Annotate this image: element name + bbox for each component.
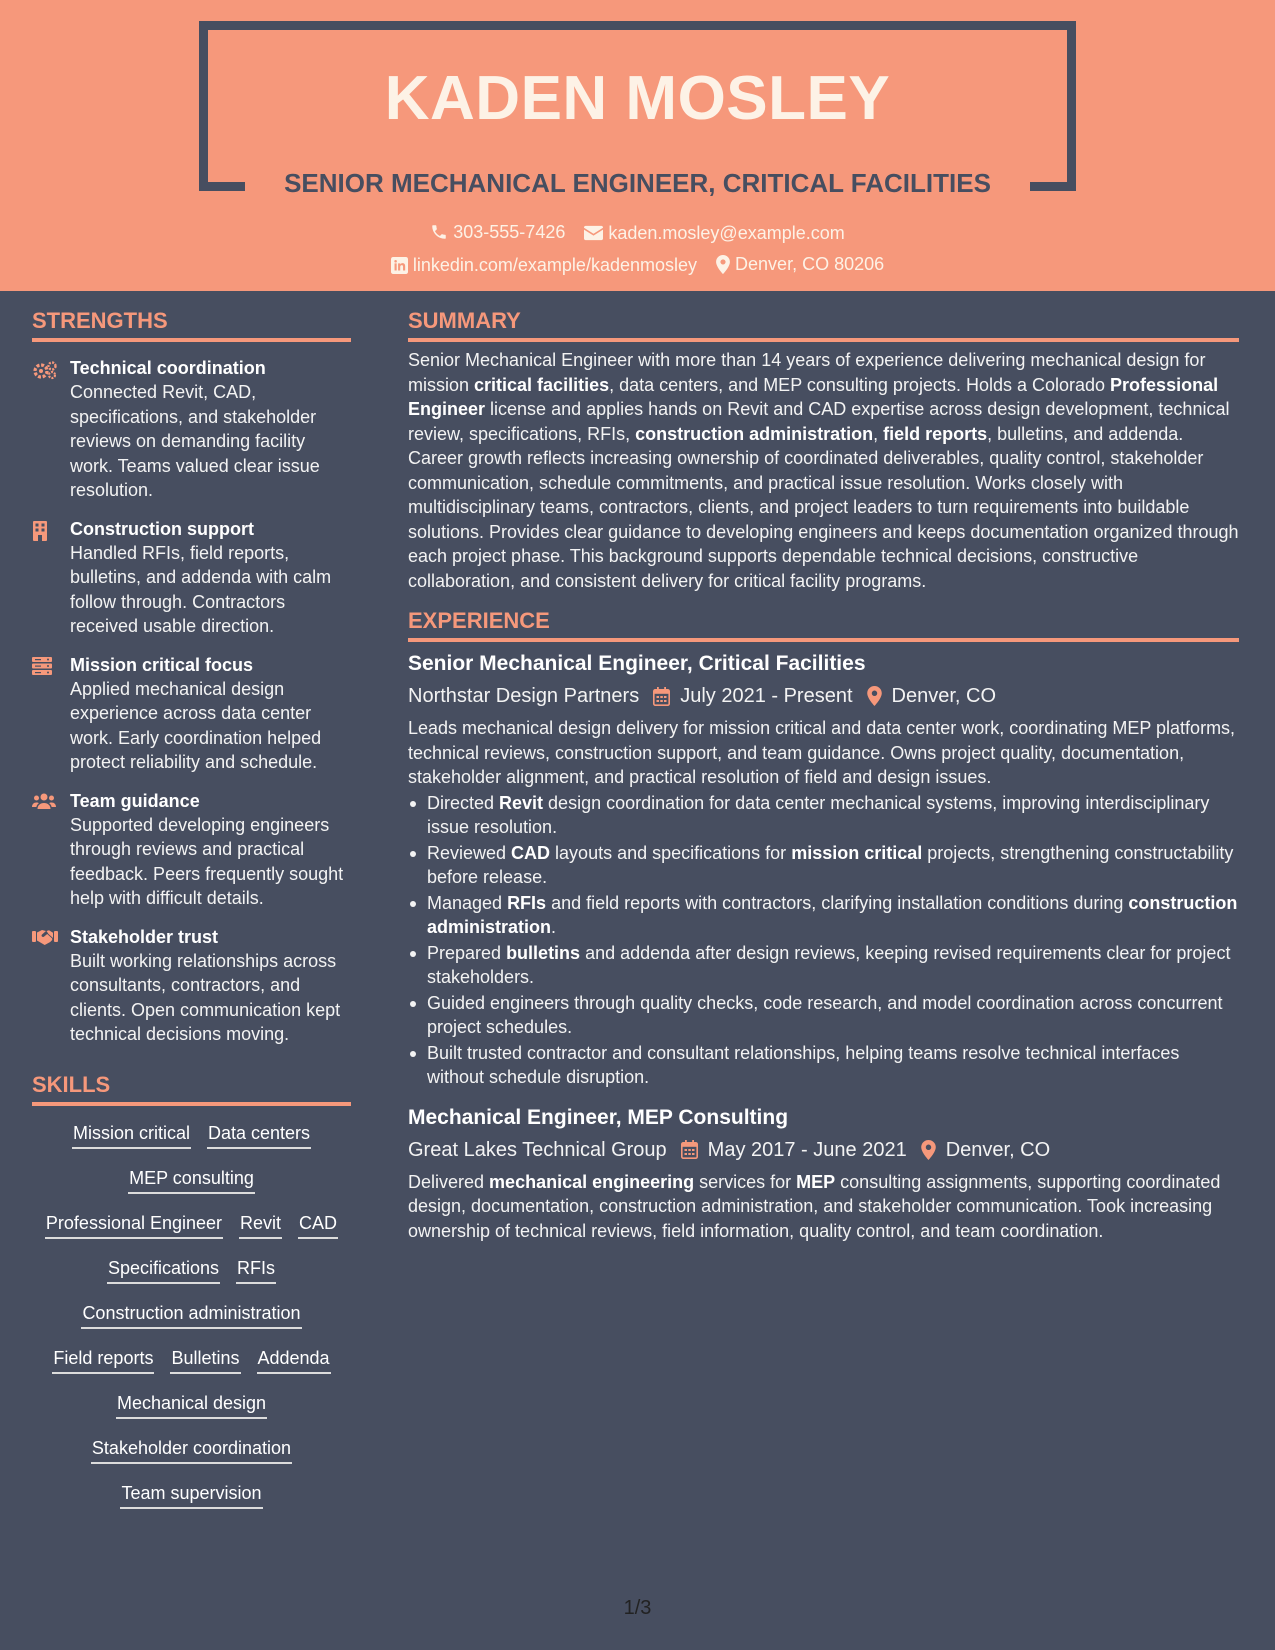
- job-meta: [408, 1136, 1239, 1164]
- text-run: projects, strengthening constructability before release.: [427, 842, 1234, 887]
- email-text: kaden.mosley@example.com: [608, 223, 845, 243]
- job-location-text: Denver, CO: [945, 1138, 1051, 1161]
- text-run: Directed: [427, 792, 500, 813]
- job-entry: [408, 650, 1239, 1090]
- strength-text: Applied mechanical design experience across data center work. Early coordination helped protect reliability and schedule.: [70, 678, 322, 772]
- bold-text: mechanical engineering: [489, 1171, 695, 1192]
- job-dates-text: July 2021 - Present: [680, 685, 853, 707]
- text-run: Senior Mechanical Engineer with more than 14 years of experience delivering mechanical design for mission: [408, 350, 1206, 395]
- strength-title: Stakeholder trust: [70, 926, 219, 947]
- bullet-item: [408, 891, 1239, 940]
- job-description: [408, 716, 1239, 790]
- handshake-icon: [32, 929, 58, 945]
- experience-heading: EXPERIENCE: [408, 607, 1239, 642]
- strength-title: Technical coordination: [70, 358, 266, 378]
- bold-text: CAD: [511, 842, 551, 863]
- skill-tag: Construction administration: [81, 1301, 301, 1329]
- strength-text: Supported developing engineers through reviews and practical feedback. Peers frequently sought help with difficult details.: [70, 814, 344, 908]
- gears-icon: [32, 360, 58, 380]
- bold-text: critical facilities: [474, 374, 610, 395]
- bullet-item: [408, 1041, 1239, 1090]
- job-bullets: [408, 791, 1239, 1090]
- job-title: Senior Mechanical Engineer, Critical Facilities: [408, 652, 866, 675]
- skills-list: [32, 1118, 351, 1523]
- job-entry: [408, 1104, 1239, 1244]
- linkedin-contact[interactable]: [391, 253, 697, 277]
- text-run: Reviewed: [427, 842, 512, 863]
- users-icon: [32, 793, 56, 809]
- text-run: Leads mechanical design delivery for mission critical and data center work, coordinating MEP platforms, technical reviews, construction support, and team guidance. Owns project quality, documentation, stakeholder alignment, and practical resolution of field and design issues.: [408, 718, 1236, 787]
- phone-contact[interactable]: [430, 220, 565, 244]
- job-title: Mechanical Engineer, MEP Consulting: [408, 1105, 789, 1129]
- linkedin-icon: [391, 257, 408, 274]
- bold-text: construction administration: [635, 423, 874, 444]
- text-run: ,: [873, 423, 884, 444]
- strength-title: Construction support: [70, 518, 254, 539]
- summary-heading: SUMMARY: [408, 307, 1239, 342]
- text-run: Built trusted contractor and consultant relationships, helping teams resolve technical interfaces without schedule disruption.: [427, 1042, 1180, 1087]
- job-dates: [653, 682, 852, 710]
- phone-text: 303-555-7426: [453, 222, 566, 242]
- phone-icon: [430, 223, 448, 241]
- job-meta: [408, 682, 1239, 710]
- strength-item: [32, 925, 351, 1047]
- job-description: [408, 1170, 1239, 1244]
- resume-header: [0, 0, 1275, 291]
- job-location: [921, 1136, 1050, 1164]
- right-column: [408, 307, 1239, 1243]
- strength-text: Built working relationships across consultants, contractors, and clients. Open communication kept technical decisions moving.: [70, 950, 341, 1044]
- calendar-icon: [681, 1140, 698, 1159]
- skill-tag: Mission critical: [72, 1121, 191, 1149]
- contact-row-primary: [0, 220, 1275, 247]
- skill-tag: CAD: [298, 1211, 338, 1239]
- skill-tag: Team supervision: [120, 1481, 262, 1509]
- strength-title: Mission critical focus: [70, 654, 254, 675]
- text-run: Delivered: [408, 1171, 490, 1192]
- bold-text: MEP: [796, 1171, 836, 1192]
- skill-tag: RFIs: [236, 1256, 276, 1284]
- map-pin-icon: [867, 686, 882, 706]
- summary-text: [408, 348, 1239, 593]
- bold-text: construction administration: [427, 892, 1238, 937]
- text-run: license and applies hands on Revit and CAD expertise across design development, technical review, specifications, RFIs,: [408, 399, 1230, 444]
- skill-tag: Data centers: [207, 1121, 311, 1149]
- candidate-headline: SENIOR MECHANICAL ENGINEER, CRITICAL FACILITIES: [284, 168, 991, 198]
- skill-tag: Revit: [239, 1211, 282, 1239]
- server-icon: [32, 657, 52, 675]
- text-run: design coordination for data center mechanical systems, improving interdisciplinary issue resolution.: [427, 792, 1210, 837]
- job-location-text: Denver, CO: [891, 685, 997, 707]
- skill-tag: Specifications: [107, 1256, 220, 1284]
- skill-tag: Bulletins: [170, 1346, 240, 1374]
- job-location: [867, 682, 996, 710]
- company-name: Northstar Design Partners: [408, 685, 640, 707]
- strength-text: Connected Revit, CAD, specifications, and stakeholder reviews on demanding facility work. Teams valued clear issue resolution.: [70, 382, 320, 500]
- text-run: and addenda after design reviews, keeping revised requirements clear for project stakeholders.: [427, 942, 1231, 987]
- text-run: .: [551, 917, 557, 937]
- strength-text: Handled RFIs, field reports, bulletins, and addenda with calm follow through. Contractors received usable direction.: [70, 542, 332, 636]
- text-run: Guided engineers through quality checks, code research, and model coordination across concurrent project schedules.: [427, 992, 1223, 1037]
- job-dates: [681, 1136, 907, 1164]
- skill-tag: Stakeholder coordination: [91, 1436, 292, 1464]
- email-contact[interactable]: [584, 221, 844, 245]
- bullet-item: [408, 841, 1239, 890]
- bold-text: RFIs: [507, 892, 547, 913]
- contact-row-secondary: [0, 252, 1275, 280]
- bold-text: Revit: [499, 792, 544, 813]
- candidate-name: KADEN MOSLEY: [384, 64, 891, 133]
- job-dates-text: May 2017 - June 2021: [707, 1138, 907, 1161]
- map-pin-icon: [921, 1140, 936, 1160]
- skill-tag: Mechanical design: [116, 1391, 267, 1419]
- building-icon: [32, 521, 48, 541]
- bold-text: Professional Engineer: [408, 374, 1219, 419]
- text-run: , bulletins, and addenda. Career growth reflects increasing ownership of coordinated deliverables, quality control, stakeholder communication, schedule commitments, and practical issue resolution. Works closely with multidisciplinary teams, contractors, clients, and project leaders to turn requirements into buildable solutions. Provides clear guidance to developing engineers and keeps documentation organized through each project phase. This background supports dependable technical decisions, constructive collaboration, and consistent delivery for critical facility programs.: [408, 423, 1239, 591]
- text-run: services for: [694, 1171, 797, 1192]
- bold-text: mission critical: [791, 842, 923, 863]
- envelope-icon: [584, 225, 603, 241]
- map-pin-icon: [716, 255, 730, 274]
- skill-tag: Professional Engineer: [45, 1211, 223, 1239]
- text-run: Prepared: [427, 942, 507, 963]
- strengths-heading: STRENGTHS: [32, 307, 351, 342]
- strength-item: [32, 653, 351, 775]
- page-number: 1/3: [623, 1597, 652, 1619]
- strength-item: [32, 517, 351, 639]
- left-column: [32, 307, 351, 1523]
- strength-item: [32, 356, 351, 503]
- company-name: Great Lakes Technical Group: [408, 1138, 667, 1161]
- calendar-icon: [653, 687, 670, 706]
- text-run: layouts and specifications for: [550, 842, 792, 863]
- strength-item: [32, 789, 351, 911]
- skill-tag: Field reports: [52, 1346, 154, 1374]
- location-contact: [716, 252, 884, 276]
- strength-title: Team guidance: [70, 790, 200, 811]
- skill-tag: MEP consulting: [128, 1166, 255, 1194]
- bold-text: field reports: [883, 423, 988, 444]
- linkedin-text: linkedin.com/example/kadenmosley: [412, 255, 698, 275]
- bold-text: bulletins: [506, 942, 581, 963]
- location-text: Denver, CO 80206: [735, 254, 885, 274]
- text-run: Managed: [427, 892, 508, 913]
- bullet-item: [408, 941, 1239, 990]
- text-run: , data centers, and MEP consulting projects. Holds a Colorado: [609, 374, 1111, 395]
- text-run: consulting assignments, supporting coordinated design, documentation, construction administration, and stakeholder communication. Took increasing ownership of technical reviews, field information, quality control, and team coordination.: [408, 1171, 1221, 1241]
- text-run: and field reports with contractors, clarifying installation conditions during: [546, 892, 1129, 913]
- bullet-item: [408, 791, 1239, 840]
- skill-tag: Addenda: [257, 1346, 331, 1374]
- bullet-item: [408, 991, 1239, 1040]
- skills-heading: SKILLS: [32, 1071, 351, 1106]
